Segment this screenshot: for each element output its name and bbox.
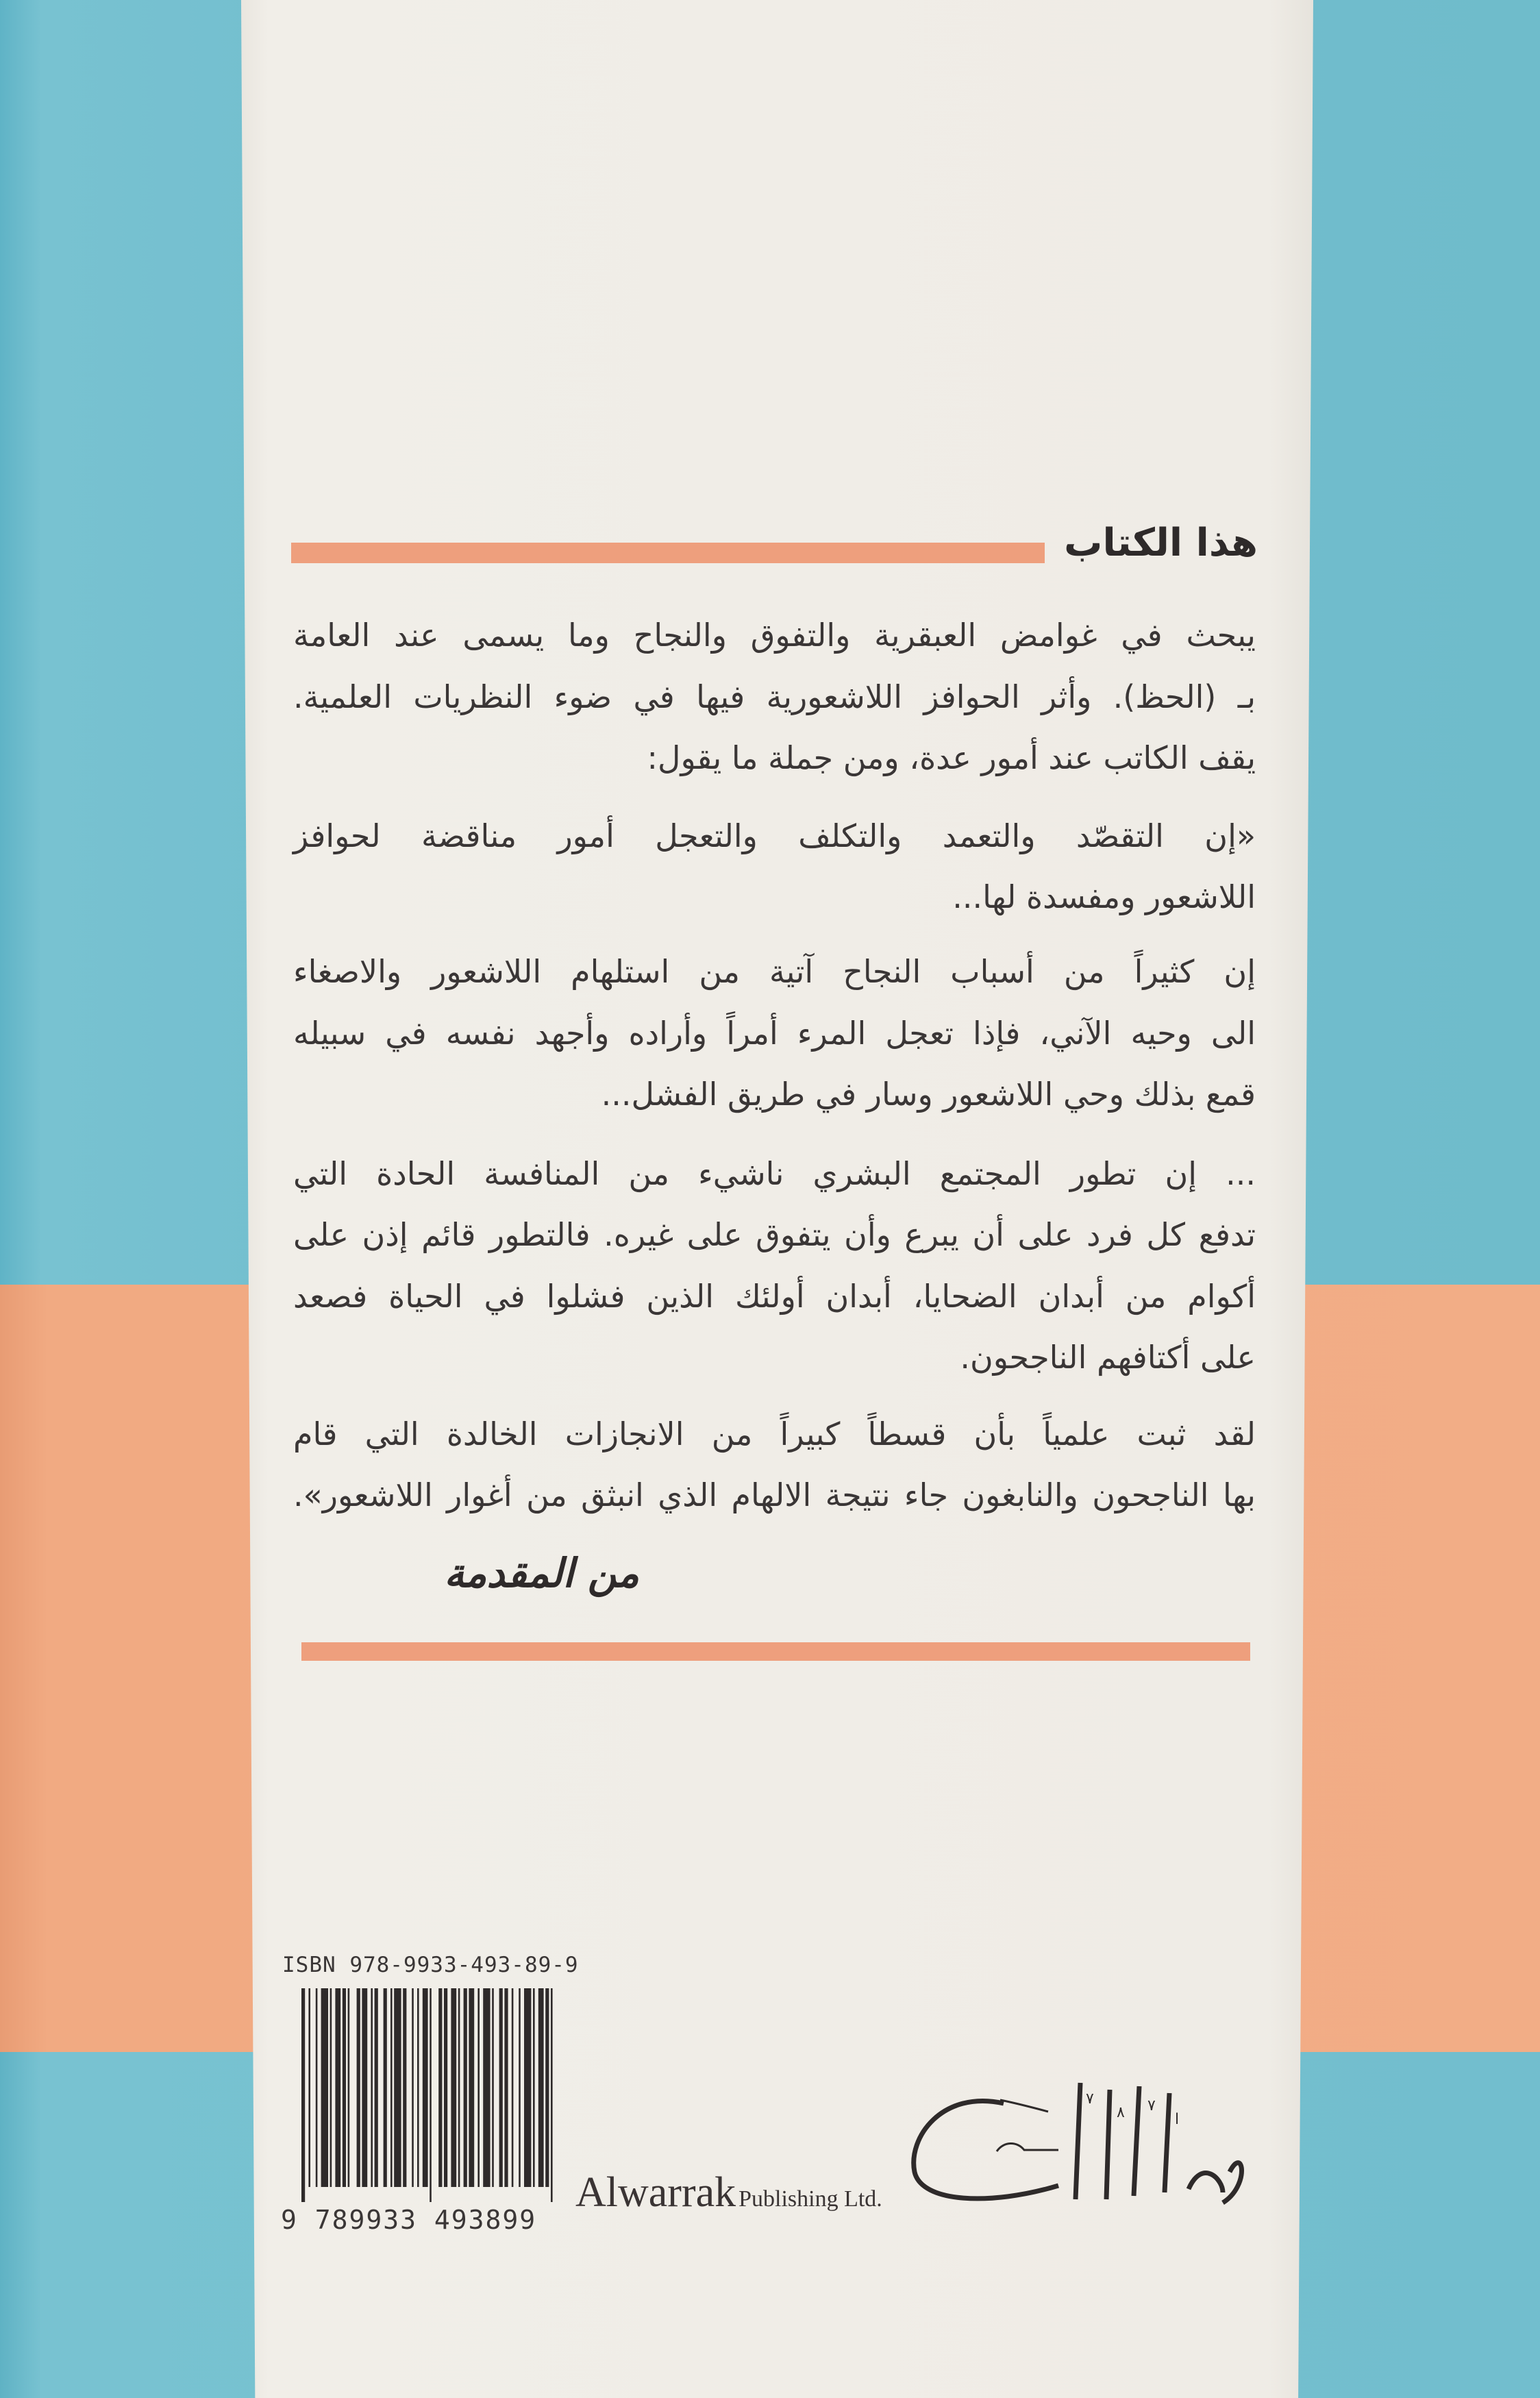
text-line: اللاشعور ومفسدة لها... xyxy=(952,878,1256,915)
text-line: على أكتافهم الناجحون. xyxy=(960,1339,1256,1376)
barcode-bar xyxy=(477,1988,480,2187)
barcode-bar xyxy=(458,1988,460,2187)
text-line: يقف الكاتب عند أمور عدة، ومن جملة ما يقول: xyxy=(647,739,1256,776)
barcode-bar xyxy=(375,1988,378,2187)
barcode-bar xyxy=(394,1988,401,2187)
barcode-bar xyxy=(335,1988,340,2187)
barcode-bar xyxy=(464,1988,467,2187)
svg-text:٨: ٨ xyxy=(1117,2104,1125,2121)
text-line: يبحث في غوامض العبقرية والتفوق والنجاح وما يسمى عند العامة xyxy=(293,617,1256,654)
barcode-bar xyxy=(438,1988,442,2187)
text-line: تدفع كل فرد على أن يبرع وأن يتفوق على غيره. فالتطور قائم إذن على xyxy=(293,1216,1256,1253)
barcode-bar xyxy=(538,1988,544,2187)
barcode-bar xyxy=(316,1988,318,2187)
text-line: ... إن تطور المجتمع البشري ناشيء من المنافسة الحادة التي xyxy=(293,1155,1256,1192)
barcode-bar xyxy=(321,1988,328,2187)
barcode-bar xyxy=(412,1988,414,2187)
barcode-bar xyxy=(512,1988,514,2187)
barcode-bar xyxy=(451,1988,456,2187)
barcode-bar xyxy=(371,1988,373,2187)
svg-text:ا: ا xyxy=(1175,2111,1180,2128)
barcode-bar xyxy=(483,1988,490,2187)
barcode-bar xyxy=(301,1988,305,2202)
barcode-bar xyxy=(308,1988,310,2187)
bottom-rule xyxy=(301,1642,1250,1661)
publisher-latin-name: Alwarrak xyxy=(575,2169,736,2216)
text-line: الى وحيه الآني، فإذا تعجل المرء أمراً وأراده وأجهد نفسه في سبيله xyxy=(293,1015,1256,1052)
text-line: «إن التقصّد والتعمد والتكلف والتعجل أمور مناقضة لحوافز xyxy=(293,817,1256,854)
publisher-logo xyxy=(901,2076,1250,2213)
publisher-latin-suffix: Publishing Ltd. xyxy=(738,2186,882,2212)
barcode-digits: 9 789933 493899 xyxy=(281,2205,537,2235)
text-line: لقد ثبت علمياً بأن قسطاً كبيراً من الانجازات الخالدة التي قام xyxy=(293,1416,1256,1453)
publisher-name xyxy=(575,2168,882,2217)
barcode-bar xyxy=(492,1988,494,2187)
signature-from-introduction: من المقدمة xyxy=(444,1550,639,1596)
barcode-bar xyxy=(444,1988,447,2187)
barcode-bar xyxy=(504,1988,508,2187)
text-line: بـ (الحظ). وأثر الحوافز اللاشعورية فيها في ضوء النظريات العلمية. xyxy=(293,678,1256,715)
barcode-bar xyxy=(362,1988,367,2187)
text-line: قمع بذلك وحي اللاشعور وسار في طريق الفشل... xyxy=(601,1076,1256,1113)
barcode-bar xyxy=(430,1988,432,2202)
barcode-bar xyxy=(469,1988,474,2187)
barcode-bar xyxy=(499,1988,503,2187)
barcode-bar xyxy=(390,1988,393,2187)
barcode-bar xyxy=(330,1988,332,2187)
barcode-bar xyxy=(545,1988,549,2187)
barcode-bar xyxy=(403,1988,406,2187)
isbn-label: ISBN 978-9933-493-89-9 xyxy=(282,1953,579,1977)
barcode-bar xyxy=(417,1988,419,2187)
text-line: أكوام من أبدان الضحايا، أبدان أولئك الذين فشلوا في الحياة فصعد xyxy=(293,1278,1256,1315)
svg-text:٧: ٧ xyxy=(1147,2097,1156,2114)
text-line: بها الناجحون والنابغون جاء نتيجة الالهام الذي انبثق من أغوار اللاشعور». xyxy=(293,1476,1256,1513)
barcode-bar xyxy=(357,1988,360,2187)
barcode xyxy=(301,1988,555,2202)
section-title: هذا الكتاب xyxy=(1064,521,1258,565)
barcode-bar xyxy=(348,1988,350,2187)
title-rule xyxy=(291,543,1045,563)
barcode-bar xyxy=(551,1988,553,2202)
barcode-bar xyxy=(519,1988,521,2187)
barcode-bar xyxy=(384,1988,387,2187)
barcode-bar xyxy=(343,1988,346,2187)
barcode-bar xyxy=(524,1988,531,2187)
text-line: إن كثيراً من أسباب النجاح آتية من استلهام اللاشعور والاصغاء xyxy=(293,953,1256,990)
svg-text:٧: ٧ xyxy=(1086,2090,1094,2107)
barcode-bar xyxy=(423,1988,428,2187)
barcode-bar xyxy=(533,1988,535,2187)
